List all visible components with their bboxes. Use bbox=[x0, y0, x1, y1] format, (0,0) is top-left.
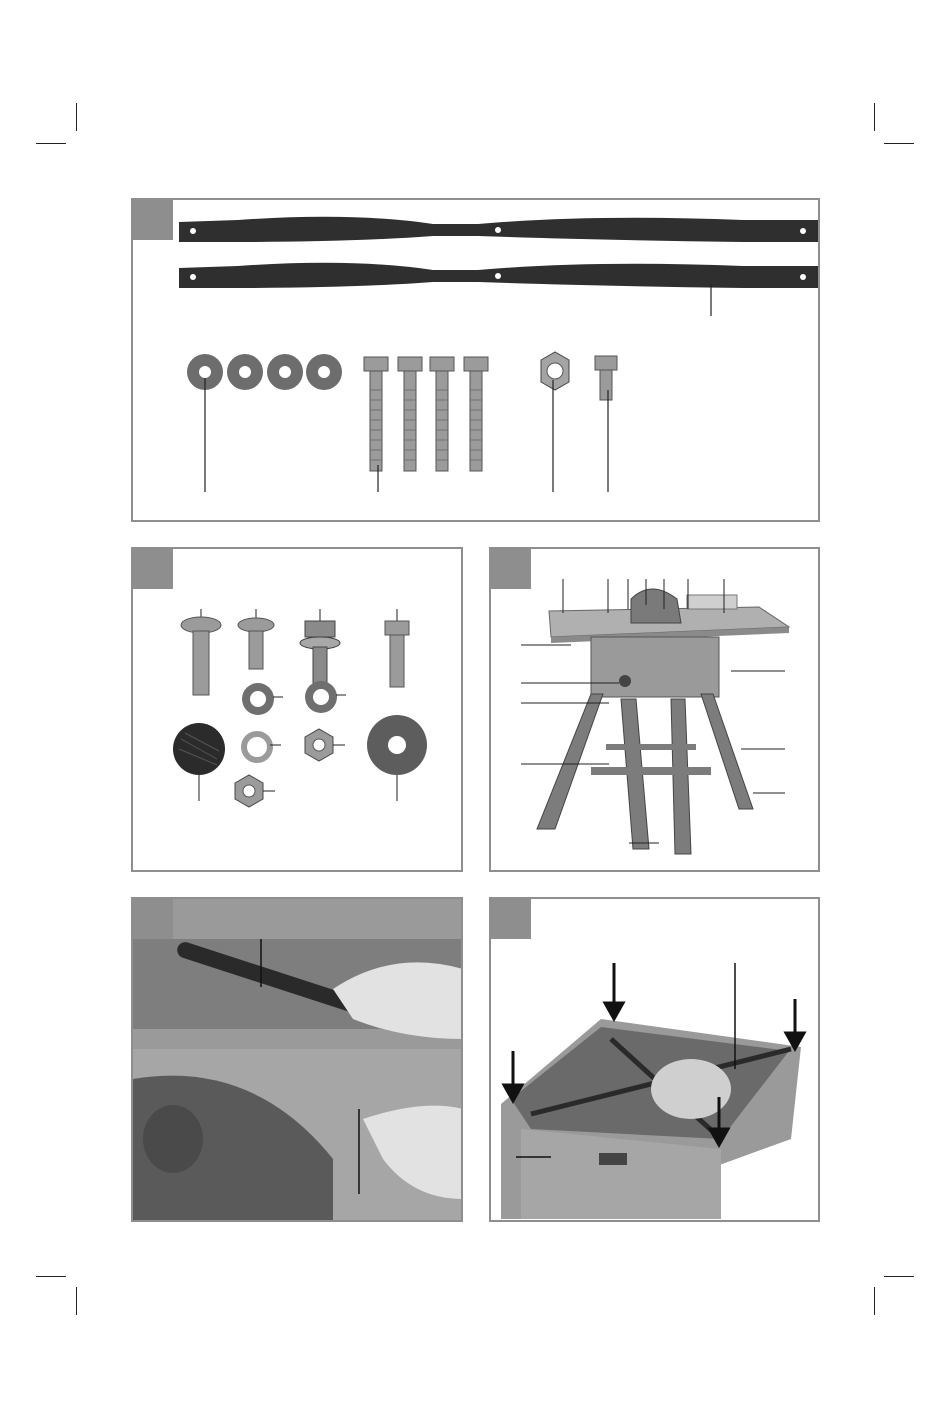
short-bolt bbox=[595, 356, 617, 400]
figure-2-illustration bbox=[133, 549, 463, 872]
bolt-with-nut bbox=[300, 621, 340, 691]
lock-washer-1 bbox=[242, 683, 274, 715]
figure-3-panel bbox=[489, 547, 820, 872]
hex-bolt bbox=[385, 621, 409, 687]
crop-mark-tr-v bbox=[874, 103, 875, 131]
rubber-foot bbox=[173, 723, 225, 775]
spring-washer bbox=[244, 734, 270, 760]
crop-mark-tl-h bbox=[36, 143, 66, 144]
crop-mark-bl-v bbox=[76, 1287, 77, 1315]
support-bar-2 bbox=[179, 263, 818, 288]
figure-3-illustration bbox=[491, 549, 820, 872]
figure-4-panel bbox=[131, 897, 463, 1222]
figure-5-tab bbox=[491, 899, 531, 939]
crop-mark-tl-v bbox=[76, 103, 77, 131]
washers bbox=[187, 354, 342, 390]
figure-2-panel bbox=[131, 547, 463, 872]
figure-1-panel bbox=[131, 198, 820, 522]
long-bolts bbox=[364, 357, 488, 471]
nut-1 bbox=[305, 729, 333, 761]
crop-mark-br-v bbox=[874, 1287, 875, 1315]
carriage-bolt-1 bbox=[181, 617, 221, 695]
hex-nut bbox=[541, 352, 569, 390]
nut-2 bbox=[235, 775, 263, 807]
figure-5-photo bbox=[491, 899, 820, 1222]
figure-5-panel bbox=[489, 897, 820, 1222]
large-washer bbox=[367, 715, 427, 775]
figure-1-illustration bbox=[133, 200, 820, 522]
figure-4-photo bbox=[133, 899, 463, 1222]
lock-washer-2 bbox=[305, 681, 337, 713]
figure-4-tab bbox=[133, 899, 173, 939]
crop-mark-tr-h bbox=[884, 143, 914, 144]
carriage-bolt-2 bbox=[238, 618, 274, 669]
crop-mark-br-h bbox=[884, 1276, 914, 1277]
support-bar-1 bbox=[179, 217, 818, 242]
crop-mark-bl-h bbox=[36, 1276, 66, 1277]
